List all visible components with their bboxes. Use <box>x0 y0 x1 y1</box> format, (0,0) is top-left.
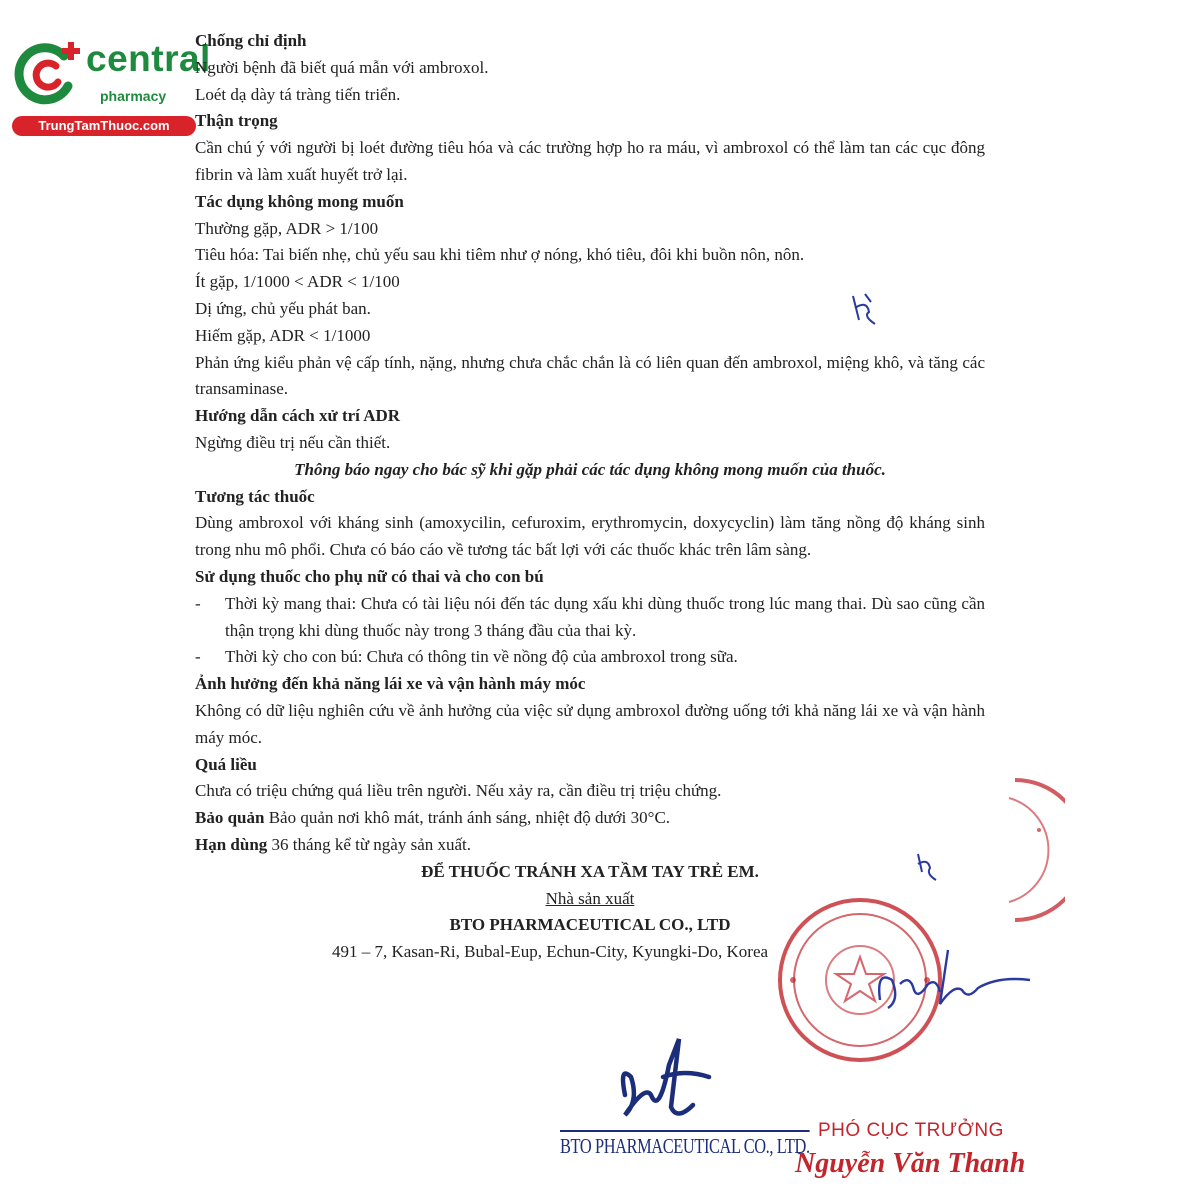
list-item-text: Thời kỳ cho con bú: Chưa có thông tin về nồng độ của ambroxol trong sữa. <box>225 647 738 667</box>
expiry-line <box>195 832 985 859</box>
paragraph: Không có dữ liệu nghiên cứu về ảnh hưởng của việc sử dụng ambroxol đường uống tới khả năng lái xe và vận hành máy móc. <box>195 700 985 747</box>
storage-label: Bảo quản <box>195 808 265 828</box>
heading-driving: Ảnh hưởng đến khả năng lái xe và vận hành máy móc <box>195 674 586 694</box>
heading-pregnancy: Sử dụng thuốc cho phụ nữ có thai và cho con bú <box>195 566 544 586</box>
paragraph: Chưa có triệu chứng quá liều trên người. Nếu xảy ra, cần điều trị triệu chứng. <box>195 781 722 801</box>
paragraph: Phản ứng kiểu phản vệ cấp tính, nặng, nhưng chưa chắc chắn là có liên quan đến ambroxol, miệng khô, và tăng các transaminase. <box>195 352 985 399</box>
central-logo-icon <box>12 38 84 110</box>
storage-line <box>195 805 985 832</box>
paragraph: Cần chú ý với người bị loét đường tiêu hóa và các trường hợp ho ra máu, vì ambroxol có thể làm tan các cục đông fibrin và làm xuất huyết trở lại. <box>195 138 985 184</box>
bullet-dash: - <box>195 647 201 667</box>
paragraph: Tiêu hóa: Tai biến nhẹ, chủ yếu sau khi tiêm như ợ nóng, khó tiêu, đôi khi buồn nôn, nôn. <box>195 245 805 265</box>
bto-company-brand: BTO PHARMACEUTICAL CO., LTD. <box>560 1130 810 1159</box>
initials-signature-icon <box>912 850 942 884</box>
deputy-director-name: Nguyễn Văn Thanh <box>795 1148 1026 1179</box>
list-item <box>195 591 985 645</box>
leaflet-body <box>195 28 985 966</box>
expiry-text: 36 tháng kể từ ngày sản xuất. <box>267 834 472 854</box>
heading-overdose: Quá liều <box>195 754 257 774</box>
logo-wordmark: central <box>86 38 211 79</box>
paragraph: Dị ứng, chủ yếu phát ban. <box>195 298 371 318</box>
heading-contraindications: Chống chỉ định <box>195 31 307 50</box>
list-item-text: Thời kỳ mang thai: Chưa có tài liệu nói đến tác dụng xấu khi dùng thuốc trong lúc mang thai. Dù sao cũng cần thận trọng khi dùng thuốc này trong 3 tháng đầu của thai kỳ. <box>225 593 985 640</box>
list-item <box>195 644 985 671</box>
heading-interactions: Tương tác thuốc <box>195 486 315 506</box>
heading-adr-handling: Hướng dẫn cách xử trí ADR <box>195 406 401 426</box>
paragraph: Ít gặp, 1/1000 < ADR < 1/100 <box>195 272 400 292</box>
initials-signature-icon <box>845 290 885 330</box>
partial-red-stamp-icon <box>1005 770 1065 930</box>
paragraph: Loét dạ dày tá tràng tiến triển. <box>195 84 401 104</box>
logo-url-badge: TrungTamThuoc.com <box>12 116 196 136</box>
storage-text: Bảo quản nơi khô mát, tránh ánh sáng, nhiệt độ dưới 30°C. <box>264 808 671 828</box>
notice-italic: Thông báo ngay cho bác sỹ khi gặp phải các tác dụng không mong muốn của thuốc. <box>294 459 886 479</box>
heading-adverse-effects: Tác dụng không mong muốn <box>195 191 404 211</box>
child-warning: ĐỂ THUỐC TRÁNH XA TẦM TAY TRẺ EM. <box>421 861 759 881</box>
manufacturer-address: 491 – 7, Kasan-Ri, Bubal-Eup, Echun-City, Kyungki-Do, Korea <box>331 942 769 962</box>
manufacturer-name: BTO PHARMACEUTICAL CO., LTD <box>449 915 731 935</box>
director-signature-icon <box>870 940 1035 1020</box>
logo-subtitle: pharmacy <box>100 88 167 104</box>
paragraph: Ngừng điều trị nếu cần thiết. <box>195 432 391 452</box>
paragraph: Hiếm gặp, ADR < 1/1000 <box>195 325 371 345</box>
manufacturer-label: Nhà sản xuất <box>545 888 635 908</box>
deputy-director-title: PHÓ CỤC TRƯỞNG <box>818 1120 1004 1141</box>
paragraph: Người bệnh đã biết quá mẫn với ambroxol. <box>195 57 489 77</box>
paragraph: Thường gặp, ADR > 1/100 <box>195 218 379 238</box>
manufacturer-signature-icon <box>605 1035 715 1135</box>
bullet-dash: - <box>195 593 201 613</box>
expiry-label: Hạn dùng <box>195 834 268 854</box>
paragraph: Dùng ambroxol với kháng sinh (amoxycilin, cefuroxim, erythromycin, doxycyclin) làm tăng nồng độ kháng sinh trong nhu mô phổi. Chưa có báo cáo về tương tác bất lợi với các thuốc khác trên lâm sàng. <box>195 513 985 560</box>
central-pharmacy-logo <box>8 36 211 136</box>
heading-precautions: Thận trọng <box>195 111 278 131</box>
